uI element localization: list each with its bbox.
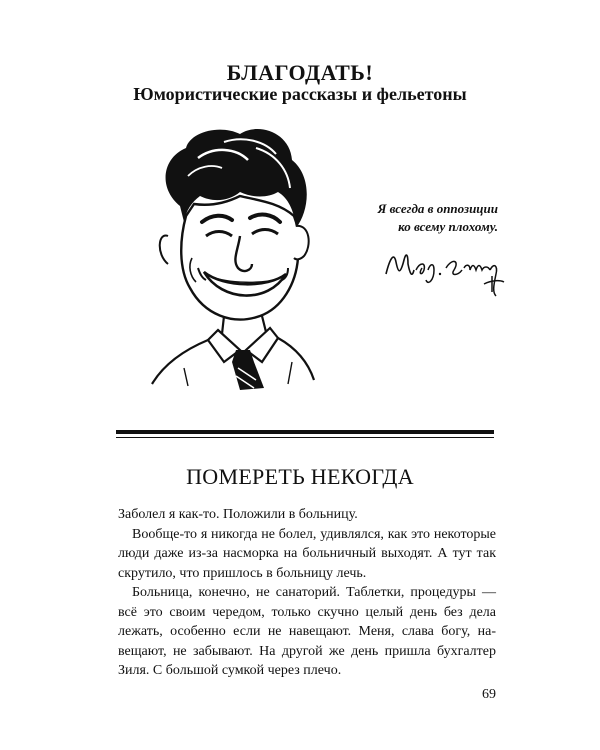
epigraph	[377, 200, 498, 236]
story-body	[118, 505, 496, 681]
section-divider-thin	[116, 437, 494, 438]
page-number: 69	[482, 687, 496, 702]
story-paragraph: Заболел я как-то. Положили в больницу.	[118, 507, 358, 522]
book-subtitle: Юмористические рассказы и фельетоны	[133, 84, 467, 104]
author-caricature-illustration	[128, 118, 318, 390]
book-title: БЛАГОДАТЬ!	[226, 60, 374, 85]
section-divider-thick	[116, 430, 494, 434]
epigraph-line-2: ко всему плохому.	[398, 219, 498, 234]
author-signature	[380, 240, 510, 300]
story-paragraph: Вообще-то я никогда не болел, удивлялся, как это некоторые люди даже из-за насморка на больничный выходят. А тут так скрутило, что пришлось в больницу лечь.	[118, 526, 496, 581]
story-title: ПОМЕРЕТЬ НЕКОГДА	[186, 464, 414, 489]
story-paragraph: Больница, конечно, не санаторий. Таблетки, процедуры — всё это своим чередом, только скучно целый день без дела лежать, особенно если не навещают. Меня, слава богу, навещают, не забывают. На другой же день пришла бухгалтер Зиля. С большой сумкой через плечо.	[118, 585, 496, 678]
epigraph-line-1: Я всегда в оппозиции	[377, 201, 498, 216]
